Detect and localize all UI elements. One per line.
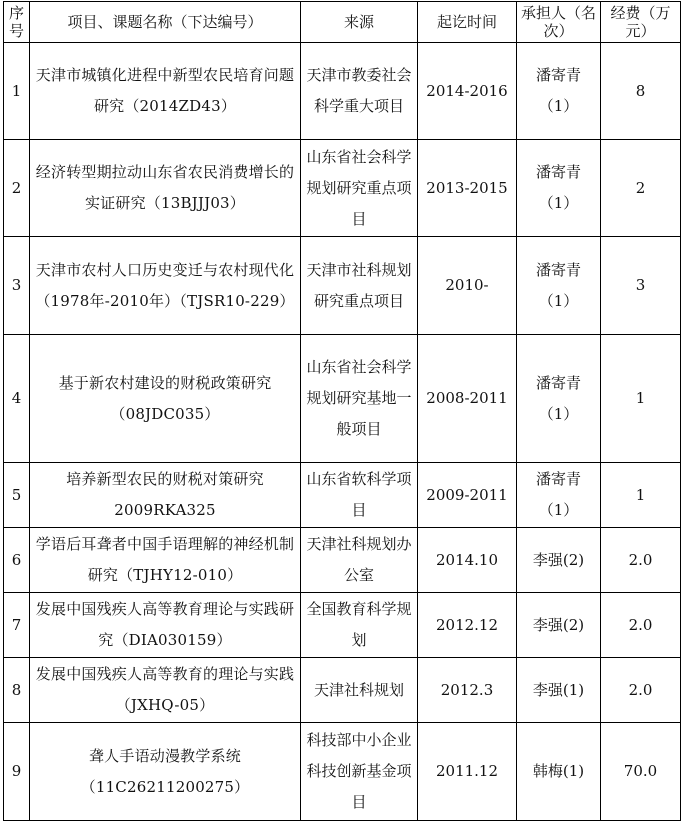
row-source: 科技部中小企业科技创新基金项目	[301, 723, 418, 821]
row-source: 山东省社会科学规划研究重点项目	[301, 140, 418, 237]
row-name: 发展中国残疾人高等教育的理论与实践（JXHQ-05）	[30, 658, 301, 723]
row-person: 李强(1)	[517, 658, 601, 723]
row-person: 潘寄青（1）	[517, 43, 601, 140]
row-source: 天津社科规划	[301, 658, 418, 723]
row-index: 6	[4, 528, 30, 593]
row-person: 潘寄青（1）	[517, 237, 601, 335]
header-row	[4, 2, 681, 43]
table-row	[4, 43, 681, 140]
row-source: 山东省社会科学规划研究基地一般项目	[301, 335, 418, 463]
row-name: 天津市城镇化进程中新型农民培育问题研究（2014ZD43）	[30, 43, 301, 140]
table-row	[4, 237, 681, 335]
row-funding: 2.0	[601, 658, 681, 723]
row-name: 基于新农村建设的财税政策研究（08JDC035）	[30, 335, 301, 463]
table-row	[4, 335, 681, 463]
row-funding: 2.0	[601, 593, 681, 658]
row-period: 2012.12	[418, 593, 517, 658]
row-period: 2009-2011	[418, 463, 517, 528]
row-person: 潘寄青（1）	[517, 140, 601, 237]
header-person: 承担人（名次）	[517, 2, 601, 43]
table-row	[4, 463, 681, 528]
row-source: 天津市教委社会科学重大项目	[301, 43, 418, 140]
table-row	[4, 528, 681, 593]
table-row	[4, 723, 681, 821]
row-index: 8	[4, 658, 30, 723]
row-period: 2010-	[418, 237, 517, 335]
row-person: 韩梅(1)	[517, 723, 601, 821]
row-period: 2011.12	[418, 723, 517, 821]
row-index: 3	[4, 237, 30, 335]
row-funding: 2	[601, 140, 681, 237]
row-index: 1	[4, 43, 30, 140]
header-period: 起讫时间	[418, 2, 517, 43]
row-funding: 8	[601, 43, 681, 140]
row-name: 天津市农村人口历史变迁与农村现代化（1978年-2010年）（TJSR10-229）	[30, 237, 301, 335]
row-person: 潘寄青（1）	[517, 463, 601, 528]
row-period: 2014.10	[418, 528, 517, 593]
row-name: 学语后耳聋者中国手语理解的神经机制研究（TJHY12-010）	[30, 528, 301, 593]
header-index: 序号	[4, 2, 30, 43]
header-source: 来源	[301, 2, 418, 43]
table-row	[4, 658, 681, 723]
row-index: 7	[4, 593, 30, 658]
row-person: 李强(2)	[517, 528, 601, 593]
row-source: 山东省软科学项目	[301, 463, 418, 528]
table-row	[4, 593, 681, 658]
row-funding: 1	[601, 335, 681, 463]
header-name: 项目、课题名称（下达编号）	[30, 2, 301, 43]
row-source: 天津社科规划办公室	[301, 528, 418, 593]
row-name: 发展中国残疾人高等教育理论与实践研究（DIA030159）	[30, 593, 301, 658]
row-name: 聋人手语动漫教学系统（11C26211200275）	[30, 723, 301, 821]
row-funding: 70.0	[601, 723, 681, 821]
row-index: 2	[4, 140, 30, 237]
row-funding: 1	[601, 463, 681, 528]
row-name: 培养新型农民的财税对策研究2009RKA325	[30, 463, 301, 528]
projects-table	[3, 1, 681, 821]
row-name: 经济转型期拉动山东省农民消费增长的实证研究（13BJJJ03）	[30, 140, 301, 237]
row-period: 2014-2016	[418, 43, 517, 140]
row-funding: 2.0	[601, 528, 681, 593]
row-index: 9	[4, 723, 30, 821]
table-row	[4, 140, 681, 237]
header-funding: 经费（万元）	[601, 2, 681, 43]
row-person: 潘寄青（1）	[517, 335, 601, 463]
row-period: 2008-2011	[418, 335, 517, 463]
row-funding: 3	[601, 237, 681, 335]
row-index: 4	[4, 335, 30, 463]
row-period: 2012.3	[418, 658, 517, 723]
row-person: 李强(2)	[517, 593, 601, 658]
row-index: 5	[4, 463, 30, 528]
row-source: 全国教育科学规划	[301, 593, 418, 658]
row-period: 2013-2015	[418, 140, 517, 237]
row-source: 天津市社科规划研究重点项目	[301, 237, 418, 335]
